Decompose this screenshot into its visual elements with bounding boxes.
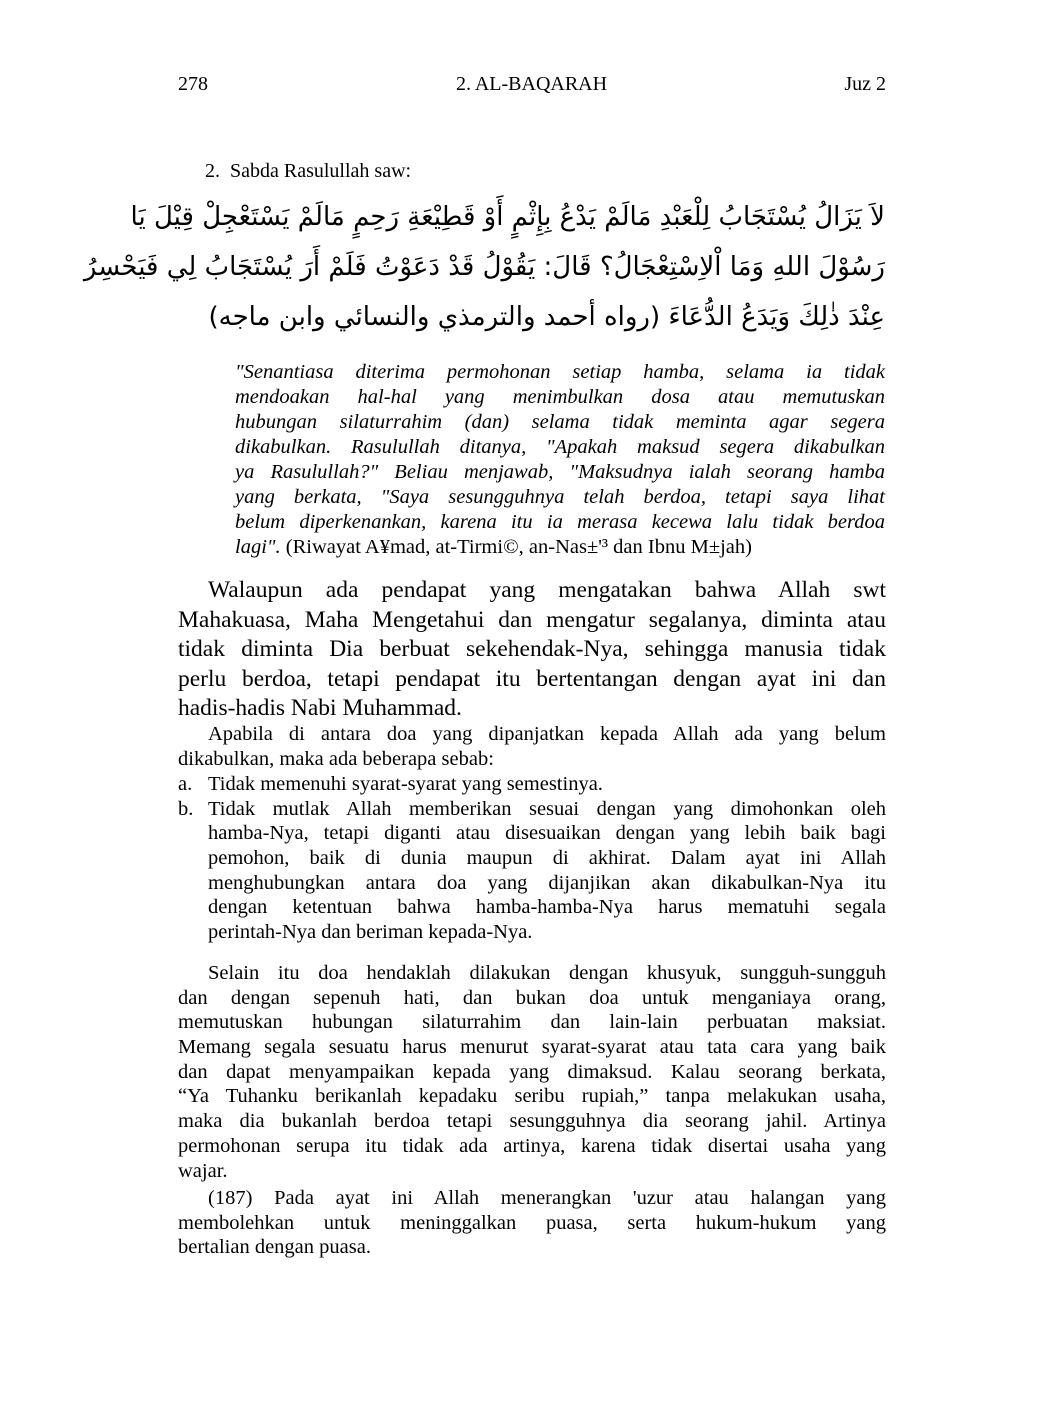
list-line: Tidak mutlak Allah memberikan sesuai dengan yang dimohonkan oleh <box>208 797 886 820</box>
paragraph-line: Selain itu doa hendaklah dilakukan dengan khusyuk, sungguh-sungguh <box>208 962 886 984</box>
paragraph-line: memutuskan hubungan silaturrahim dan lain-lain perbuatan maksiat. <box>178 1011 886 1034</box>
paragraph-line: bertalian dengan puasa. <box>178 1236 371 1259</box>
list-marker: a. <box>178 773 193 795</box>
translation-line: ya Rasulullah?" Beliau menjawab, "Maksudnya ialah seorang hamba <box>235 461 885 483</box>
paragraph-187 <box>178 1186 886 1260</box>
paragraph-apabila <box>178 722 886 771</box>
paragraph-line: (187) Pada ayat ini Allah menerangkan 'uzur atau halangan yang <box>208 1187 886 1209</box>
arabic-line: رَسُوْلَ اللهِ وَمَا اْلاِسْتِعْجَالُ؟ قَالَ: يَقُوْلُ قَدْ دَعَوْتُ فَلَمْ أَرَ يُسْتَجَابُ لِي فَيَحْسِرُ <box>83 252 885 282</box>
list-line: pemohon, baik di dunia maupun di akhirat. Dalam ayat ini Allah <box>208 847 886 870</box>
translation-line: "Senantiasa diterima permohonan setiap hamba, selama ia tidak <box>235 361 885 383</box>
paragraph-line: Mahakuasa, Maha Mengetahui dan mengatur segalanya, diminta atau <box>178 606 886 633</box>
list-marker: b. <box>178 797 194 820</box>
paragraph-line: Apabila di antara doa yang dipanjatkan kepada Allah ada yang belum <box>208 723 886 745</box>
list-line: Tidak memenuhi syarat-syarat yang semestinya. <box>208 773 603 795</box>
translation-line: dikabulkan. Rasulullah ditanya, "Apakah maksud segera dikabulkan <box>235 436 885 458</box>
translation-line: belum diperkenankan, karena itu ia merasa kecewa lalu tidak berdoa <box>235 511 885 533</box>
translation-line: mendoakan hal-hal yang menimbulkan dosa atau memutuskan <box>235 386 885 408</box>
list-line: menghubungkan antara doa yang dijanjikan akan dikabulkan-Nya itu <box>208 871 886 894</box>
paragraph-line: Memang segala sesuatu harus menurut syarat-syarat atau tata cara yang baik <box>178 1036 886 1059</box>
hadith-number: 2. <box>205 160 220 182</box>
hadith-translation <box>235 360 885 560</box>
translation-last-italic: lagi". <box>235 536 281 558</box>
paragraph-line: wajar. <box>178 1159 228 1182</box>
hadith-intro: Sabda Rasulullah saw: <box>230 160 412 182</box>
paragraph-line: permohonan serupa itu tidak ada artinya, karena tidak disertai usaha yang <box>178 1134 886 1157</box>
list-line: dengan ketentuan bahwa hamba-hamba-Nya harus mematuhi segala <box>208 896 886 919</box>
arabic-line: لاَ يَزَالُ يُسْتَجَابُ لِلْعَبْدِ مَالَمْ يَدْعُ بِإِثْمٍ أَوْ قَطِيْعَةِ رَحِمٍ مَالَمْ يَسْتَعْجِلْ قِيْلَ يَا <box>130 202 885 232</box>
hadith-source: (Riwayat A¥mad, at-Tirmi©, an-Nas±'³ dan Ibnu M±jah) <box>280 536 752 558</box>
paragraph-walaupun <box>178 576 886 724</box>
translation-line: hubungan silaturrahim (dan) selama tidak meminta agar segera <box>235 411 885 433</box>
paragraph-line: “Ya Tuhanku berikanlah kepadaku seribu rupiah,” tanpa melakukan usaha, <box>178 1085 886 1108</box>
list-item-a <box>178 772 886 797</box>
list-item-b <box>178 797 886 945</box>
translation-line: yang berkata, "Saya sesungguhnya telah berdoa, tetapi saya lihat <box>235 486 885 508</box>
page-number: 278 <box>178 73 208 95</box>
paragraph-line: dan dengan sepenuh hati, dan bukan doa untuk menganiaya orang, <box>178 986 886 1009</box>
list-line: hamba-Nya, tetapi diganti atau disesuaikan dengan yang lebih baik bagi <box>208 822 886 845</box>
list-line: perintah-Nya dan beriman kepada-Nya. <box>208 921 533 944</box>
hadith-arabic-text <box>83 192 885 342</box>
paragraph-line: Walaupun ada pendapat yang mengatakan bahwa Allah swt <box>208 577 886 603</box>
translation-line-last <box>235 535 885 560</box>
paragraph-line: perlu berdoa, tetapi pendapat itu bertentangan dengan ayat ini dan <box>178 665 886 692</box>
chapter-title: 2. AL-BAQARAH <box>455 73 608 95</box>
reasons-list <box>178 772 886 945</box>
paragraph-line: hadis-hadis Nabi Muhammad. <box>178 695 462 721</box>
paragraph-line: dan dapat menyampaikan kepada yang dimaksud. Kalau seorang berkata, <box>178 1060 886 1083</box>
paragraph-line: dikabulkan, maka ada beberapa sebab: <box>178 747 494 770</box>
paragraph-selain <box>178 961 886 1183</box>
arabic-line: عِنْدَ ذٰلِكَ وَيَدَعُ الدُّعَاءَ (رواه أحمد والترمذي والنسائي وابن ماجه) <box>208 302 885 332</box>
paragraph-line: membolehkan untuk meninggalkan puasa, serta hukum-hukum yang <box>178 1211 886 1234</box>
paragraph-line: maka dia bukanlah berdoa tetapi sesungguhnya dia seorang jahil. Artinya <box>178 1110 886 1133</box>
juz-label: Juz 2 <box>844 73 886 95</box>
paragraph-line: tidak diminta Dia berbuat sekehendak-Nya, sehingga manusia tidak <box>178 636 886 662</box>
hadith-heading <box>205 157 411 185</box>
